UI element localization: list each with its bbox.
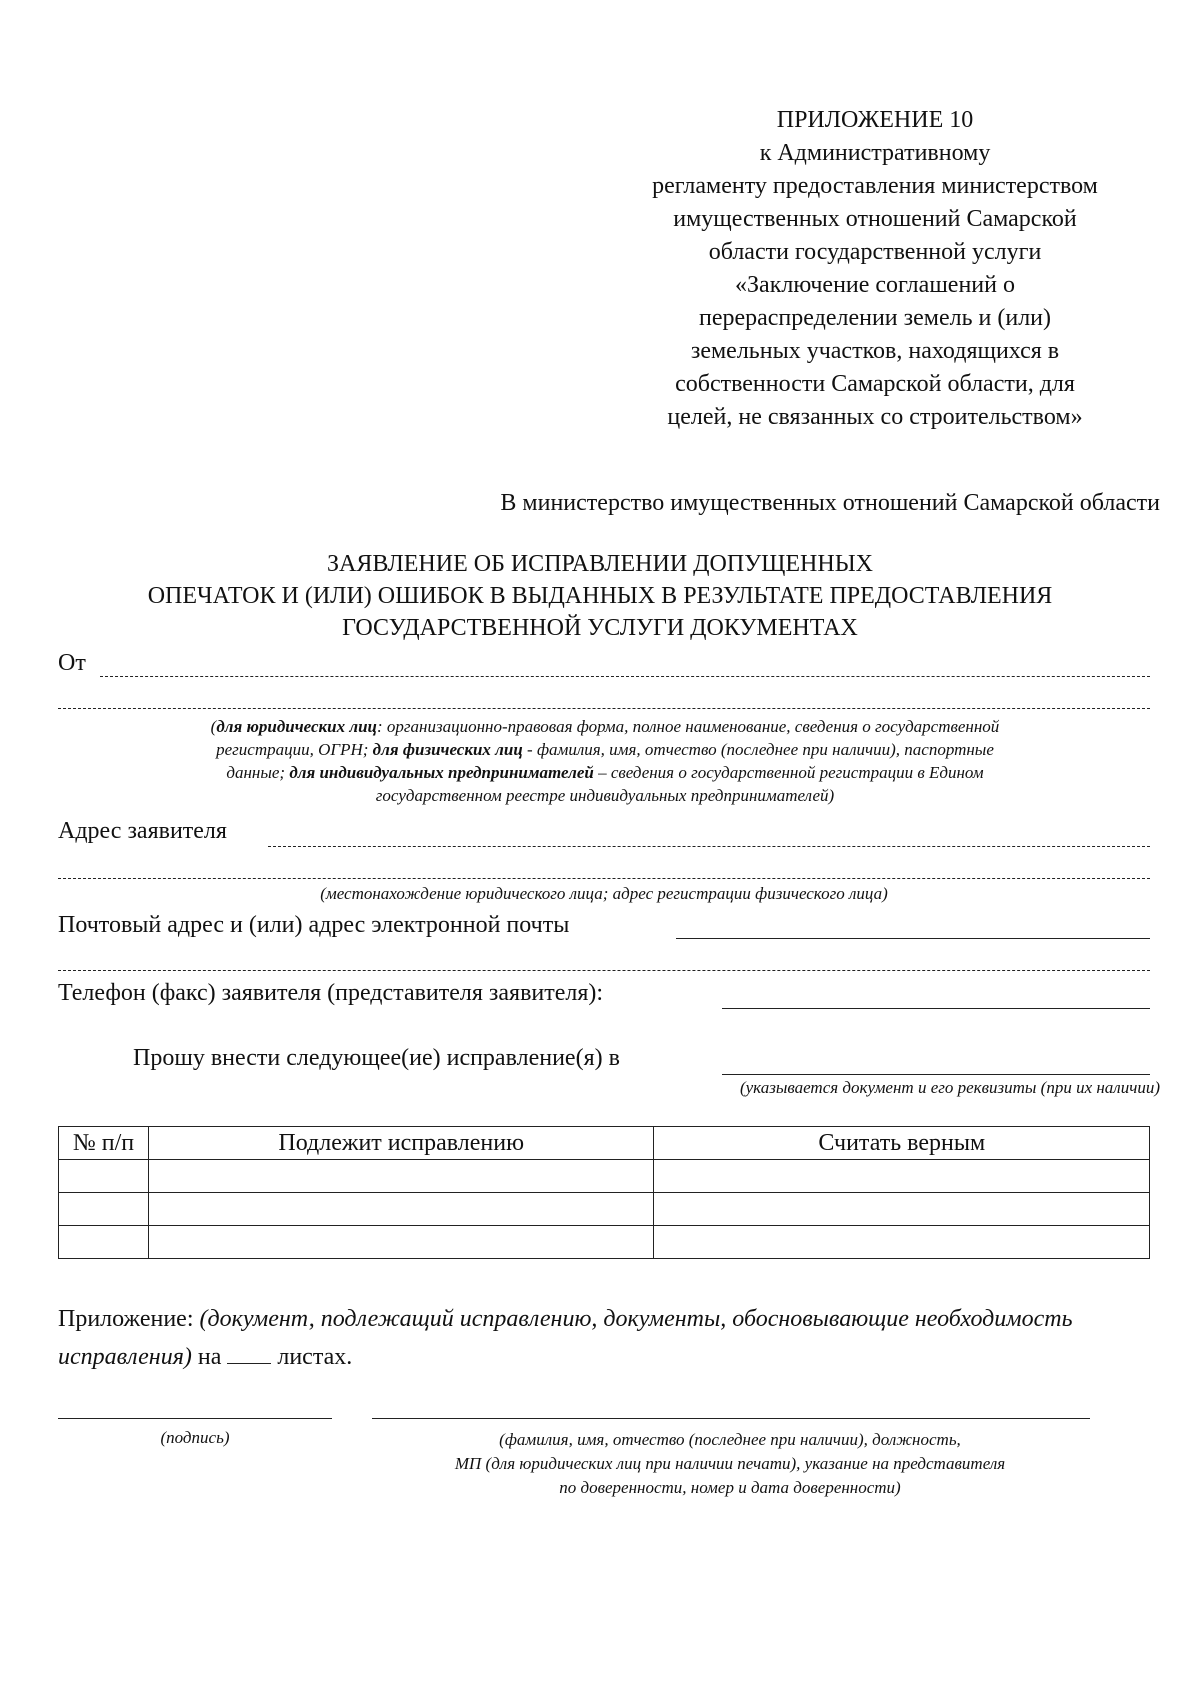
from-label: От: [58, 650, 86, 676]
table-row: [59, 1193, 1150, 1226]
document-title: [40, 548, 1160, 644]
address-field[interactable]: [268, 846, 1150, 847]
appendix-description: (документ, подлежащий исправлению, документы, обосновывающие необходимость исправления): [58, 1306, 1073, 1370]
applicant-note: [60, 715, 1150, 807]
table-cell[interactable]: [654, 1160, 1150, 1193]
note-bold: для юридических лиц: [216, 717, 378, 736]
table-cell[interactable]: [148, 1226, 654, 1259]
appendix-paragraph: [58, 1300, 1150, 1376]
appendix-label: Приложение:: [58, 1306, 200, 1332]
note-text: регистрации, ОГРН;: [216, 740, 373, 759]
title-line: ОПЕЧАТОК И (ИЛИ) ОШИБОК В ВЫДАННЫХ В РЕЗУЛЬТАТЕ ПРЕДОСТАВЛЕНИЯ: [147, 583, 1053, 609]
table-row: [59, 1226, 1150, 1259]
table-cell[interactable]: [148, 1193, 654, 1226]
corrections-table: [58, 1126, 1150, 1259]
header-line: к Административному: [759, 140, 991, 166]
table-cell[interactable]: [654, 1193, 1150, 1226]
from-field[interactable]: [100, 676, 1150, 677]
header-line: целей, не связанных со строительством»: [667, 404, 1083, 430]
request-document-field[interactable]: [722, 1074, 1150, 1075]
note-paren: (: [210, 717, 217, 736]
table-row: [59, 1160, 1150, 1193]
note-bold: для индивидуальных предпринимателей: [289, 763, 594, 782]
table-cell[interactable]: [59, 1193, 149, 1226]
postal-field-line-2[interactable]: [58, 970, 1150, 971]
header-line: перераспределении земель и (или): [698, 305, 1052, 331]
table-cell[interactable]: [148, 1160, 654, 1193]
name-position-note: [320, 1428, 1140, 1500]
table-cell[interactable]: [59, 1160, 149, 1193]
name-note-line: (фамилия, имя, отчество (последнее при наличии), должность,: [499, 1430, 961, 1449]
request-label: Прошу внести следующее(ие) исправление(я) в: [133, 1045, 620, 1071]
sheet-count-field[interactable]: [227, 1341, 271, 1364]
note-text: – сведения о государственной регистрации в Едином: [593, 763, 984, 782]
header-line: «Заключение соглашений о: [735, 272, 1015, 298]
address-label: Адрес заявителя: [58, 818, 227, 844]
note-text: данные;: [226, 763, 290, 782]
address-field-line-2[interactable]: [58, 878, 1150, 879]
name-note-line: по доверенности, номер и дата доверенности): [559, 1478, 901, 1497]
appendix-header: [600, 104, 1150, 434]
phone-label: Телефон (факс) заявителя (представителя заявителя):: [58, 980, 604, 1006]
note-text: государственном реестре индивидуальных предпринимателей): [375, 786, 835, 805]
postal-field[interactable]: [676, 938, 1150, 939]
column-header-correct-value: Считать верным: [654, 1127, 1150, 1160]
name-position-field[interactable]: [372, 1418, 1090, 1419]
appendix-on: на: [191, 1344, 228, 1370]
header-line: имущественных отношений Самарской: [673, 206, 1077, 232]
postal-label: Почтовый адрес и (или) адрес электронной почты: [58, 912, 570, 938]
phone-field[interactable]: [722, 1008, 1150, 1009]
title-line: ЗАЯВЛЕНИЕ ОБ ИСПРАВЛЕНИИ ДОПУЩЕННЫХ: [327, 551, 873, 577]
appendix-sheets: листах.: [271, 1344, 353, 1370]
header-line: регламенту предоставления министерством: [652, 173, 1098, 199]
from-field-line-2[interactable]: [58, 708, 1150, 709]
column-header-number: № п/п: [59, 1127, 149, 1160]
header-line: ПРИЛОЖЕНИЕ 10: [776, 107, 974, 133]
note-text: - фамилия, имя, отчество (последнее при наличии), паспортные: [522, 740, 994, 759]
note-bold: для физических лиц: [372, 740, 523, 759]
header-line: земельных участков, находящихся в: [690, 338, 1060, 364]
table-header-row: [59, 1127, 1150, 1160]
header-line: собственности Самарской области, для: [675, 371, 1075, 397]
header-line: области государственной услуги: [708, 239, 1042, 265]
name-note-line: МП (для юридических лиц при наличии печати), указание на представителя: [454, 1454, 1006, 1473]
title-line: ГОСУДАРСТВЕННОЙ УСЛУГИ ДОКУМЕНТАХ: [342, 615, 858, 641]
signature-note: (подпись): [160, 1428, 230, 1447]
addressee: В министерство имущественных отношений Самарской области: [500, 490, 1160, 516]
note-text: : организационно-правовая форма, полное наименование, сведения о государственной: [377, 717, 1000, 736]
request-note: (указывается документ и его реквизиты (при их наличии): [739, 1078, 1160, 1097]
signature-field[interactable]: [58, 1418, 332, 1419]
table-cell[interactable]: [59, 1226, 149, 1259]
column-header-to-correct: Подлежит исправлению: [148, 1127, 654, 1160]
table-cell[interactable]: [654, 1226, 1150, 1259]
address-note: (местонахождение юридического лица; адрес регистрации физического лица): [320, 884, 888, 903]
